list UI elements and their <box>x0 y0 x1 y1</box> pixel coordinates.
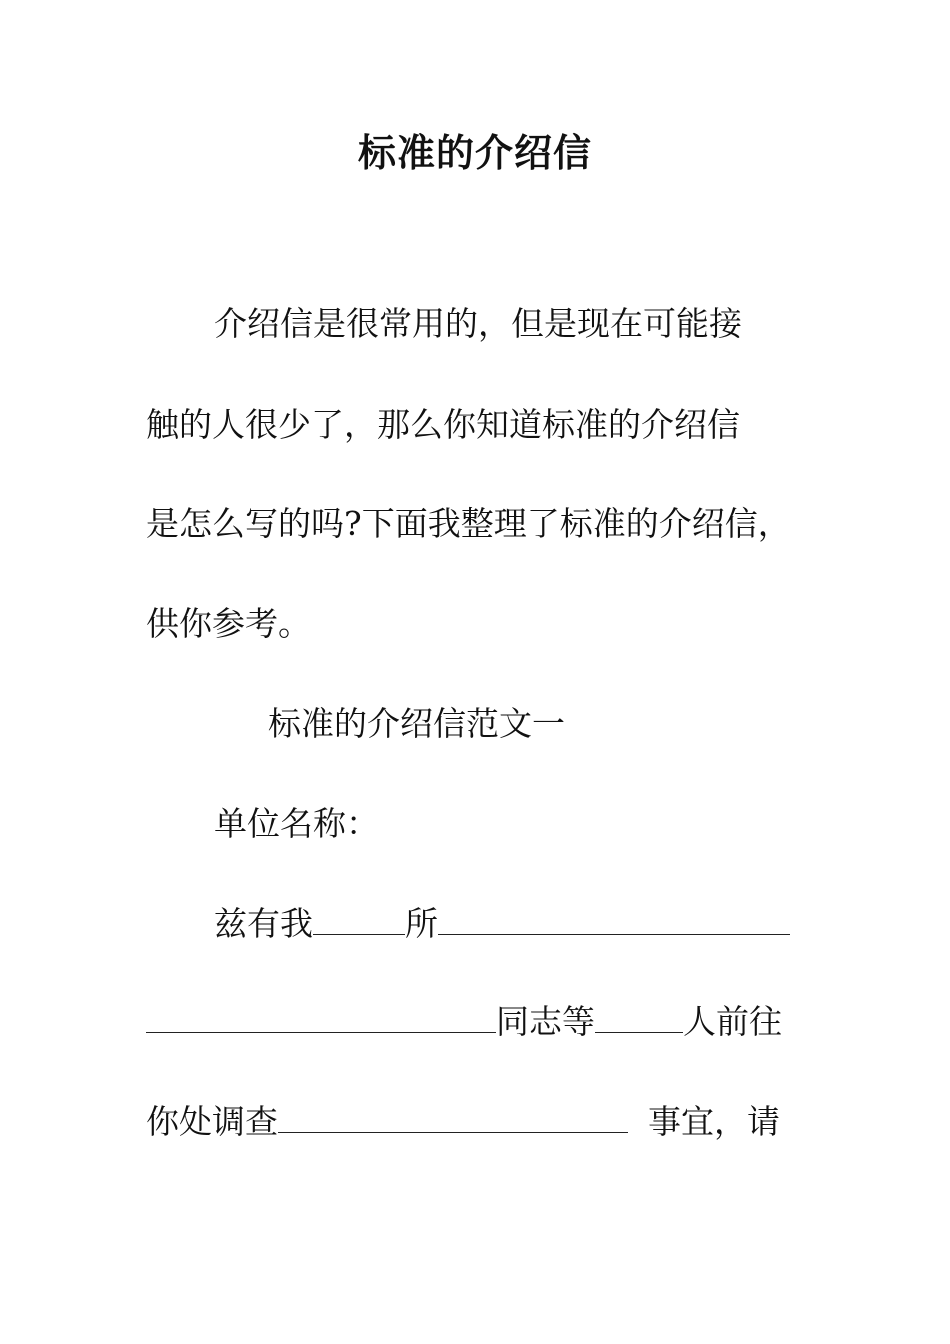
letter-line-3 <box>146 1100 780 1144</box>
intro-line-1: 介绍信是很常用的，但是现在可能接 <box>214 304 742 343</box>
letter-text: 同志等 <box>496 1002 595 1041</box>
blank-field <box>146 1002 496 1033</box>
section-heading: 标准的介绍信范文一 <box>268 704 565 743</box>
blank-field <box>595 1002 683 1033</box>
letter-line-2 <box>146 1000 782 1044</box>
unit-name-label: 单位名称： <box>214 804 379 843</box>
letter-text: 你处调查 <box>146 1102 278 1141</box>
intro-line-4: 供你参考。 <box>146 604 311 643</box>
letter-line-1 <box>214 902 790 946</box>
letter-text: 兹有我 <box>214 904 313 943</box>
document-title: 标准的介绍信 <box>357 130 592 175</box>
letter-text: 所 <box>405 904 438 943</box>
letter-text: 人前往 <box>683 1002 782 1041</box>
blank-field <box>438 904 790 935</box>
blank-field <box>313 904 405 935</box>
blank-field <box>278 1102 628 1133</box>
letter-text: 事宜，请 <box>648 1102 780 1141</box>
intro-line-3: 是怎么写的吗?下面我整理了标准的介绍信， <box>146 504 791 543</box>
intro-line-2: 触的人很少了，那么你知道标准的介绍信 <box>146 405 740 444</box>
